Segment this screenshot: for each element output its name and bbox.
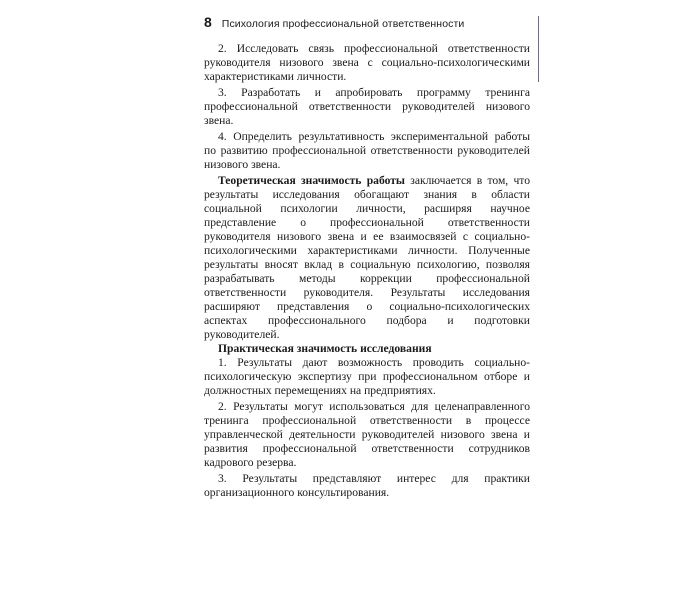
goal-item-3: 3. Разработать и апробировать программу тренинга профессиональной ответственности руководителей низового звена. xyxy=(204,86,530,127)
practical-item-3: 3. Результаты представляют интерес для практики организационного консультирования. xyxy=(204,472,530,499)
running-header xyxy=(204,14,534,34)
practical-item-1: 1. Результаты дают возможность проводить социально-психологическую экспертизу при профессиональном отборе и должностных перемещениях на предприятиях. xyxy=(204,356,530,397)
goal-item-2: 2. Исследовать связь профессиональной ответственности руководителя низового звена с социально-психологическими характеристиками личности. xyxy=(204,42,530,83)
theoretical-significance-paragraph xyxy=(204,174,530,342)
running-title: Психология профессиональной ответственности xyxy=(221,18,465,30)
theoretical-significance-heading: Теоретическая значимость работы xyxy=(218,174,405,187)
page-number: 8 xyxy=(204,14,212,30)
practical-significance-heading: Практическая значимость исследования xyxy=(218,342,432,355)
theoretical-significance-text: заключается в том, что результаты исследования обогащают знания в области социальной психологии личности, расширяя научное представление о профессиональной ответственности руководителя низового звена и ее взаимосвязей с социально-психологическими характеристиками личности. Полученные результаты вносят вклад в социальную психологию, позволяя разрабатывать методы коррекции профессиональной ответственности руководителя. Результаты исследования расширяют представления о социально-психологических аспектах профессионального подбора и подготовки руководителей. xyxy=(204,174,530,341)
practical-item-2: 2. Результаты могут использоваться для целенаправленного тренинга профессиональной ответственности в процессе управленческой деятельности руководителей низового звена и развития профессиональной ответственности сотрудников кадрового резерва. xyxy=(204,400,530,469)
goal-item-4: 4. Определить результативность экспериментальной работы по развитию профессиональной ответственности руководителей низового звена. xyxy=(204,130,530,171)
page-edge-line xyxy=(538,16,539,82)
body-text xyxy=(204,42,530,500)
